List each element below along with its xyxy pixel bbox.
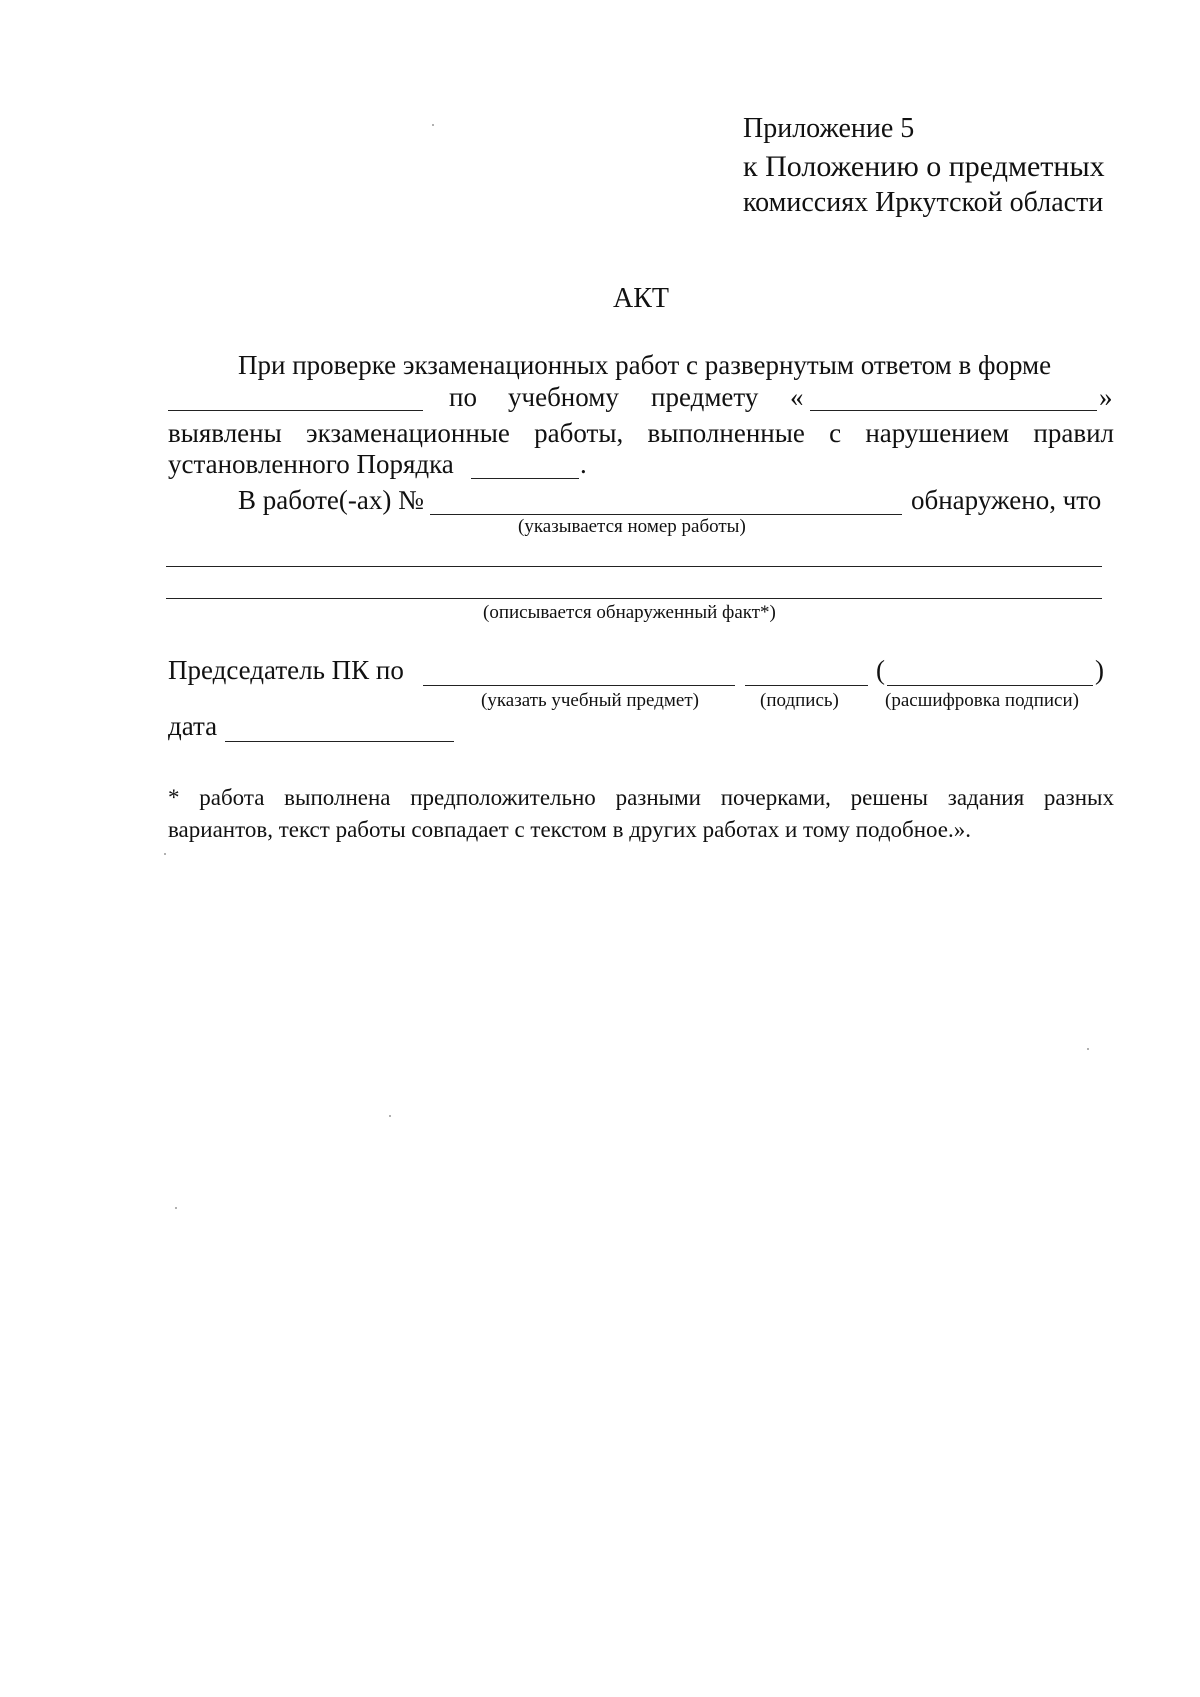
scan-speck xyxy=(1087,1048,1089,1050)
order-field[interactable] xyxy=(471,478,579,479)
footnote-word: работа xyxy=(199,785,265,810)
footnote-word: разных xyxy=(1043,785,1114,810)
document-title: АКТ xyxy=(613,283,669,314)
caption-decoding: (расшифровка подписи) xyxy=(885,690,1079,711)
fact-line-1[interactable] xyxy=(166,566,1102,567)
paragraph1-line3-word: нарушением xyxy=(865,418,1010,448)
footnote-word: разными xyxy=(615,785,701,810)
scan-speck xyxy=(389,1115,391,1117)
paragraph1-line4-period: . xyxy=(580,449,587,479)
close-quote: » xyxy=(1099,382,1113,412)
paragraph1-line4: установленного Порядка xyxy=(168,449,454,479)
exam-form-field[interactable] xyxy=(168,410,423,411)
footnote-word: предположительно xyxy=(410,785,596,810)
paragraph1-line1: При проверке экзаменационных работ с развернутым ответом в форме xyxy=(238,350,1052,380)
scan-speck xyxy=(175,1207,177,1209)
caption-signature: (подпись) xyxy=(760,690,839,711)
paragraph1-word-po: по xyxy=(449,382,477,412)
footnote-line1 xyxy=(168,785,1114,811)
paragraph1-word-uchebnomu: учебному xyxy=(508,382,619,412)
open-quote: « xyxy=(790,382,804,412)
work-number-field[interactable] xyxy=(430,514,902,515)
paragraph2-lead: В работе(-ах) № xyxy=(238,485,424,515)
footnote-word: задания xyxy=(947,785,1025,810)
close-paren: ) xyxy=(1095,655,1104,685)
date-field[interactable] xyxy=(225,741,454,742)
paragraph1-line3-word: с xyxy=(829,418,842,448)
fact-line-2[interactable] xyxy=(166,598,1102,599)
scan-speck xyxy=(432,124,434,126)
signature-decoding-field[interactable] xyxy=(887,685,1093,686)
paragraph1-word-predmetu: предмету xyxy=(651,382,759,412)
appendix-reference: к Положению о предметных xyxy=(743,150,1105,183)
subject-signature-field[interactable] xyxy=(423,685,735,686)
paragraph1-line3 xyxy=(168,418,1114,449)
footnote-line2: вариантов, текст работы совпадает с текстом в других работах и тому подобное.». xyxy=(168,817,972,842)
open-paren: ( xyxy=(876,655,885,685)
paragraph1-line3-word: экзаменационные xyxy=(305,418,510,448)
paragraph2-tail: обнаружено, что xyxy=(911,485,1102,515)
paragraph1-line3-word: работы, xyxy=(534,418,624,448)
footnote-word: выполнена xyxy=(284,785,391,810)
caption-subject: (указать учебный предмет) xyxy=(481,690,699,711)
caption-fact: (описывается обнаруженный факт*) xyxy=(483,602,776,623)
paragraph1-line3-word: правил xyxy=(1033,418,1114,448)
footnote-word: * xyxy=(168,785,180,810)
appendix-number: Приложение 5 xyxy=(743,113,915,144)
scan-speck xyxy=(164,853,166,855)
footnote-word: почерками, xyxy=(720,785,831,810)
date-label: дата xyxy=(168,711,218,741)
subject-field[interactable] xyxy=(810,410,1097,411)
paragraph1-line3-word: выполненные xyxy=(647,418,805,448)
appendix-commission: комиссиях Иркутской области xyxy=(743,187,1104,218)
caption-work-number: (указывается номер работы) xyxy=(518,516,746,537)
chairman-label: Председатель ПК по xyxy=(168,655,404,685)
footnote-word: решены xyxy=(850,785,929,810)
paragraph1-line3-word: выявлены xyxy=(168,418,282,448)
signature-field[interactable] xyxy=(745,685,868,686)
